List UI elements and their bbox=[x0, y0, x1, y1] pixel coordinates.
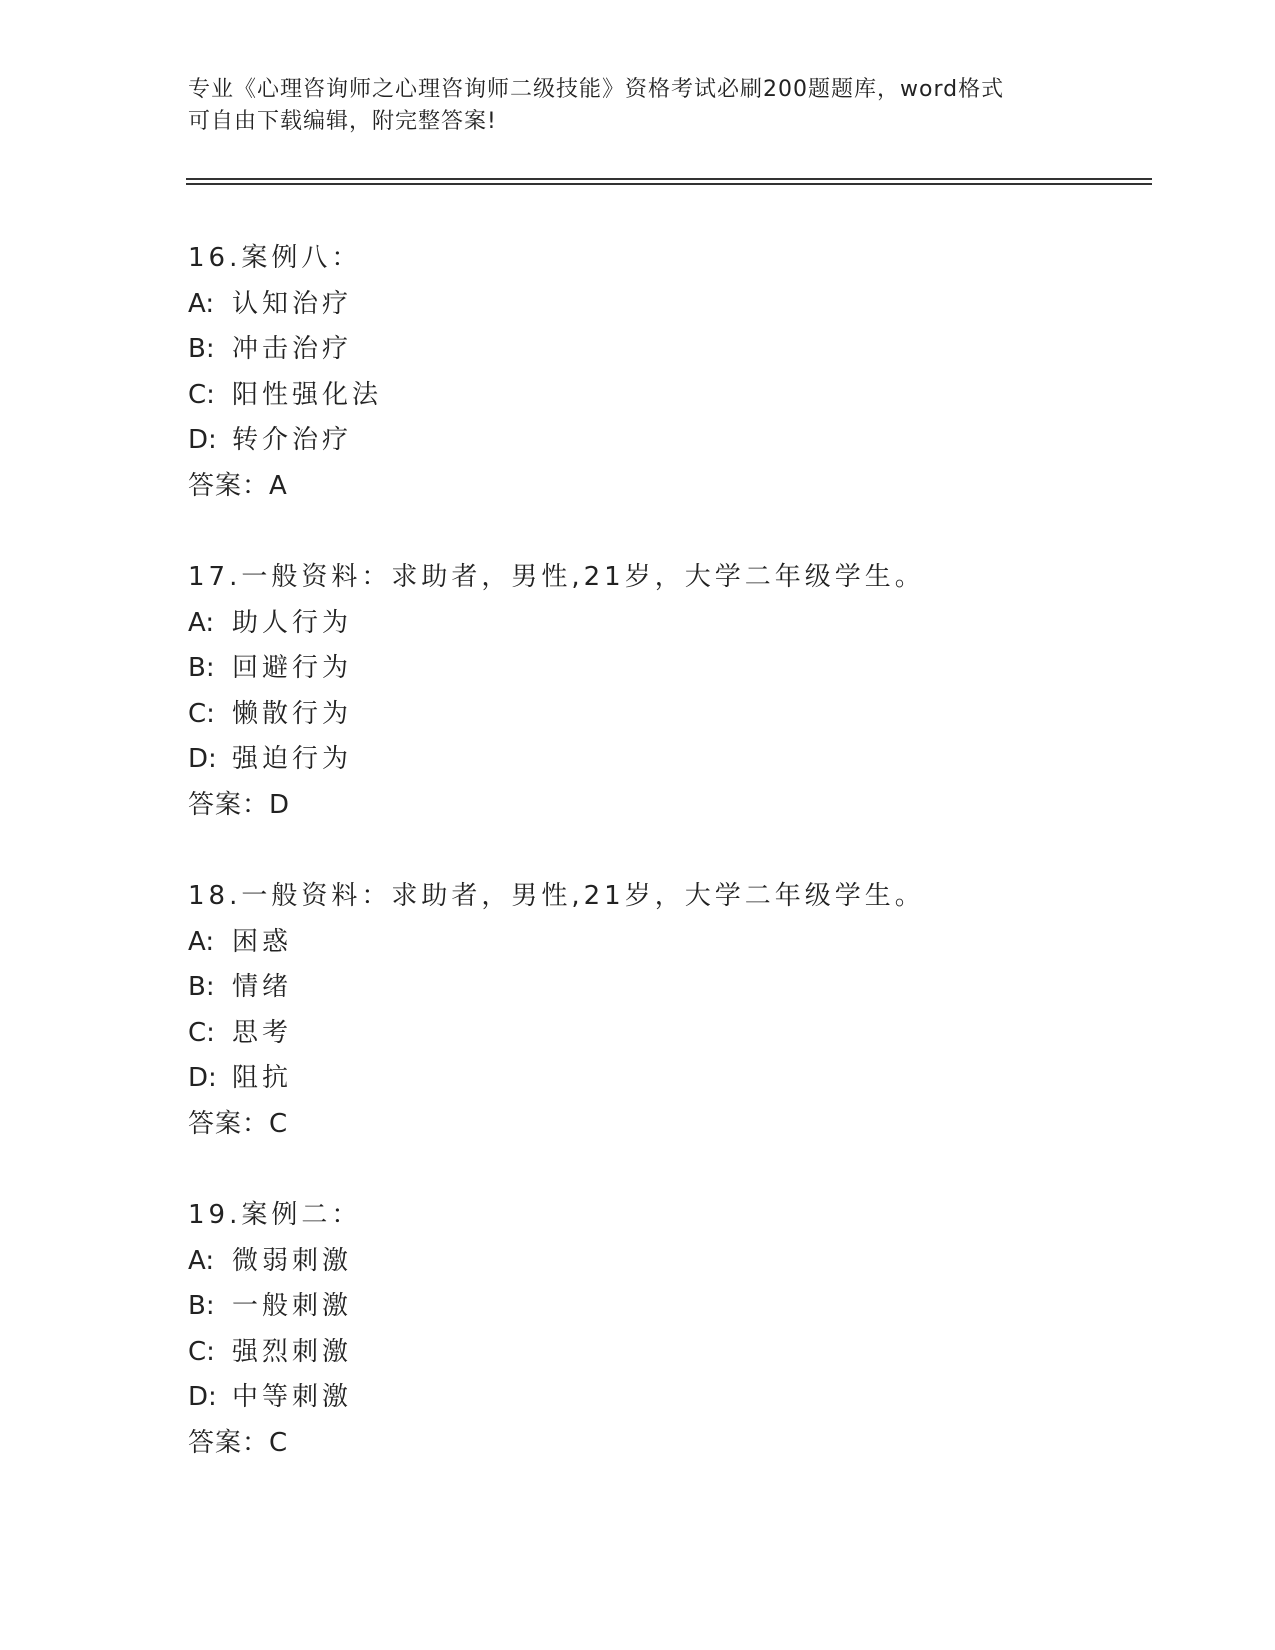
option-c bbox=[188, 692, 1148, 738]
question-stem: 19.案例二： bbox=[188, 1200, 362, 1230]
option-text: 思考 bbox=[232, 1017, 293, 1048]
question-16 bbox=[188, 236, 1148, 555]
option-text: 回避行为 bbox=[232, 653, 353, 683]
option-letter: D: bbox=[188, 1063, 217, 1093]
answer-line: 答案：D bbox=[188, 789, 291, 820]
option-letter: C: bbox=[188, 1336, 215, 1367]
header-line-2: 可自由下载编辑，附完整答案! bbox=[188, 109, 497, 134]
option-b bbox=[188, 327, 1148, 373]
option-text: 中等刺激 bbox=[232, 1382, 353, 1412]
document-header bbox=[188, 74, 1088, 138]
answer-line: 答案：C bbox=[188, 1108, 289, 1139]
option-letter: C: bbox=[188, 1017, 215, 1048]
option-text: 困惑 bbox=[232, 926, 293, 957]
option-letter: A: bbox=[188, 1245, 215, 1276]
question-19 bbox=[188, 1193, 1148, 1512]
option-text: 强迫行为 bbox=[232, 744, 353, 774]
option-letter: B: bbox=[188, 972, 215, 1002]
option-text: 强烈刺激 bbox=[232, 1336, 353, 1367]
option-text: 懒散行为 bbox=[232, 698, 353, 729]
option-letter: D: bbox=[188, 744, 217, 774]
option-b bbox=[188, 965, 1148, 1011]
option-a bbox=[188, 282, 1148, 328]
option-a bbox=[188, 601, 1148, 647]
option-text: 阳性强化法 bbox=[232, 379, 383, 410]
option-d bbox=[188, 418, 1148, 464]
option-text: 认知治疗 bbox=[232, 288, 353, 319]
option-text: 冲击治疗 bbox=[232, 334, 353, 364]
option-c bbox=[188, 1330, 1148, 1376]
option-letter: C: bbox=[188, 698, 215, 729]
option-letter: B: bbox=[188, 1291, 215, 1321]
option-letter: A: bbox=[188, 926, 215, 957]
option-c bbox=[188, 1011, 1148, 1057]
option-b bbox=[188, 1284, 1148, 1330]
option-letter: B: bbox=[188, 653, 215, 683]
option-letter: D: bbox=[188, 425, 217, 455]
option-text: 微弱刺激 bbox=[232, 1245, 353, 1276]
question-list bbox=[188, 236, 1148, 1512]
option-letter: A: bbox=[188, 607, 215, 638]
question-18 bbox=[188, 874, 1148, 1193]
option-letter: C: bbox=[188, 379, 215, 410]
header-divider-top bbox=[186, 178, 1152, 180]
option-letter: A: bbox=[188, 288, 215, 319]
answer-line: 答案：A bbox=[188, 470, 288, 501]
option-a bbox=[188, 1239, 1148, 1285]
option-d bbox=[188, 1375, 1148, 1421]
header-line-1: 专业《心理咨询师之心理咨询师二级技能》资格考试必刷200题题库，word格式 bbox=[188, 77, 1005, 102]
option-a bbox=[188, 920, 1148, 966]
option-text: 阻抗 bbox=[232, 1063, 293, 1093]
question-stem: 17.一般资料：求助者，男性,21岁，大学二年级学生。 bbox=[188, 562, 925, 592]
option-c bbox=[188, 373, 1148, 419]
question-17 bbox=[188, 555, 1148, 874]
option-text: 转介治疗 bbox=[232, 425, 353, 455]
option-text: 助人行为 bbox=[232, 607, 353, 638]
option-text: 一般刺激 bbox=[232, 1291, 353, 1321]
option-text: 情绪 bbox=[232, 972, 293, 1002]
answer-line: 答案：C bbox=[188, 1427, 289, 1458]
header-divider-bottom bbox=[186, 183, 1152, 185]
option-b bbox=[188, 646, 1148, 692]
option-d bbox=[188, 1056, 1148, 1102]
question-stem: 18.一般资料：求助者，男性,21岁，大学二年级学生。 bbox=[188, 881, 925, 911]
option-letter: B: bbox=[188, 334, 215, 364]
option-d bbox=[188, 737, 1148, 783]
option-letter: D: bbox=[188, 1382, 217, 1412]
question-stem: 16.案例八： bbox=[188, 243, 362, 273]
